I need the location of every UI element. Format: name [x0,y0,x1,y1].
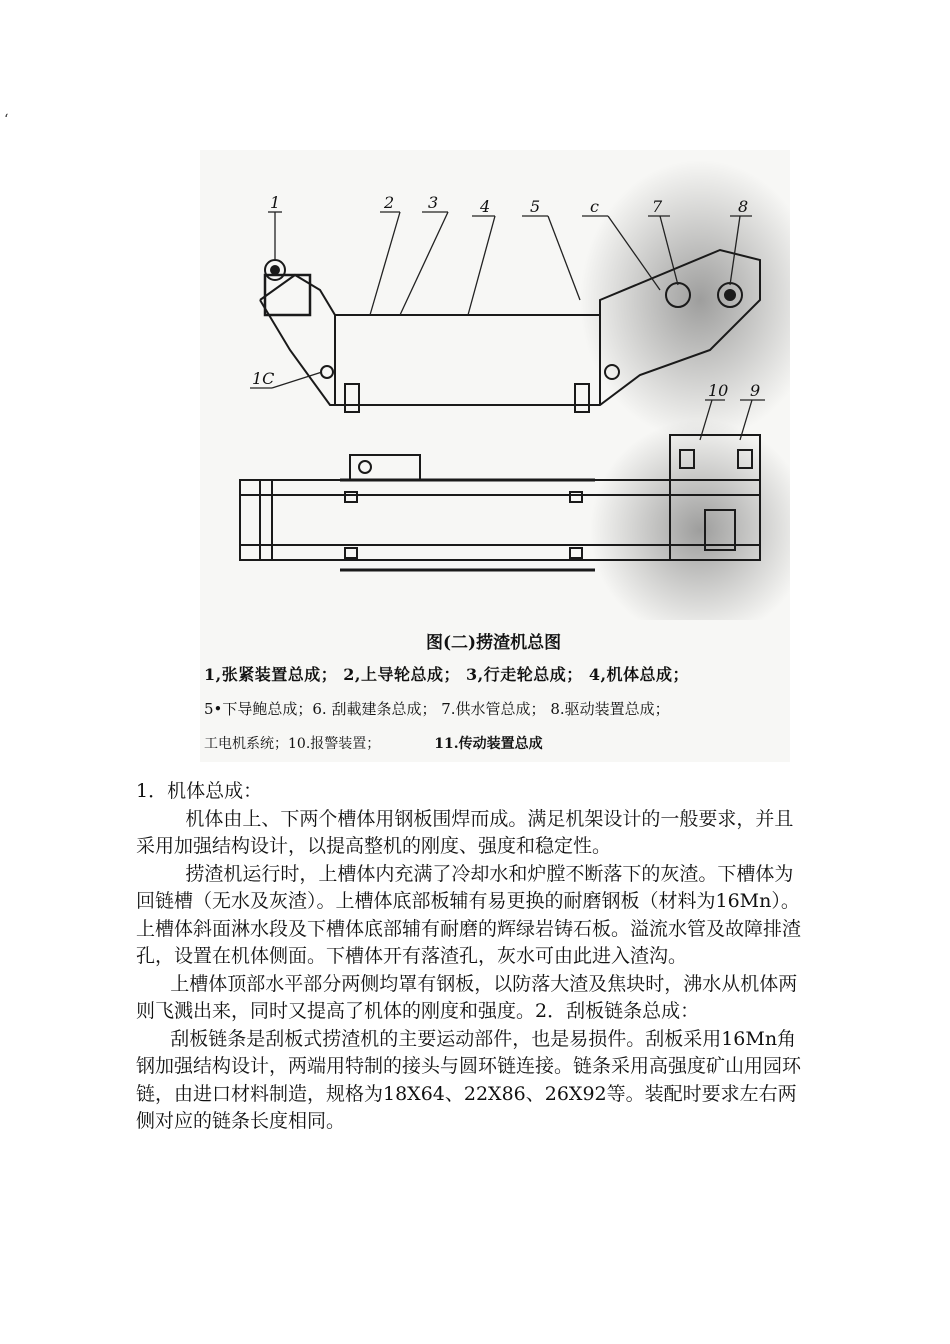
callout-1: 1 [270,193,281,212]
callout-8: 8 [738,197,749,216]
callout-9: 9 [750,381,761,400]
callout-6: c [590,197,599,216]
legend-line-2: 5•下导鲍总成；6. 刮載建条总成； 7.供水管总成； 8.驱动装置总成； [204,700,670,718]
conveyor-drawing [200,150,790,620]
paragraph-1: 机体由上、下两个槽体用钢板围焊而成。满足机架设计的一般要求，并且采用加强结构设计，以提高整机的刚度、强度和稳定性。 [136,807,794,857]
callout-10: 10 [708,381,729,400]
callout-1c: 1C [252,369,275,388]
figure-caption: 图(二)捞渣机总图 [426,633,562,653]
legend-line-3-part-b: 11.传动装置总成 [434,736,543,752]
callout-3: 3 [428,193,439,212]
callout-7: 7 [652,197,663,216]
paragraph-2: 捞渣机运行时，上槽体内充满了冷却水和炉膛不断落下的灰渣。下槽体为回链槽（无水及灰渣）。上槽体底部板辅有易更换的耐磨钢板（材料为16Mn）。上槽体斜面淋水段及下槽体底部辅有耐磨的辉绿岩铸石板。溢流水管及故障排渣孔，设置在机体侧面。下槽体开有落渣孔，灰水可由此进入渣沟。 [136,862,802,967]
paragraph-3: 上槽体顶部水平部分两侧均罩有钢板，以防落大渣及焦块时，沸水从机体两则飞溅出来，同时又提高了机体的刚度和强度。2．刮板链条总成： [136,972,798,1022]
paragraph-4: 刮板链条是刮板式捞渣机的主要运动部件，也是易损件。刮板采用16Mn角钢加强结构设计，两端用特制的接头与圆环链连接。链条采用高强度矿山用园环链，由进口材料制造，规格为18X64、22X86、26X92等。装配时要求左右两侧对应的链条长度相同。 [136,1027,802,1132]
legend-line-1: 1,张紧装置总成； 2,上导轮总成； 3,行走轮总成； 4,机体总成； [204,665,690,684]
stray-mark: ‘ [4,112,9,128]
document-body [136,778,812,1136]
legend-line-3 [204,733,543,753]
callout-2: 2 [384,193,395,212]
slag-conveyor-figure [200,150,790,762]
legend-line-3-part-a: 工电机系统；10.报警装置； [204,736,381,752]
callout-4: 4 [480,197,491,216]
section-1-heading: 1．机体总成： [136,780,263,802]
callout-5: 5 [530,197,541,216]
